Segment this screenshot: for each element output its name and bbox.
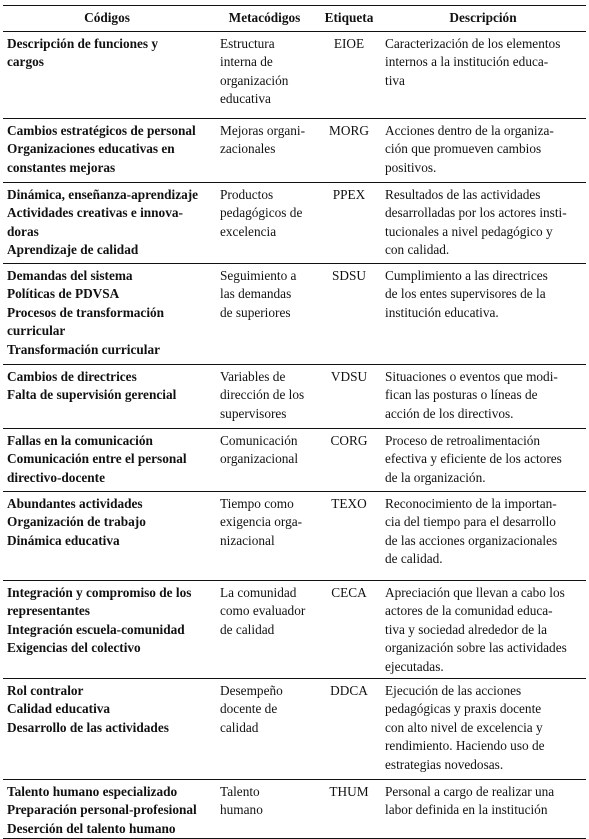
descripcion-cell <box>380 780 586 839</box>
descripcion-cell-line: de las acciones organizacionales <box>385 532 558 548</box>
metacodigos-cell-line: las demandas <box>220 286 292 302</box>
codigos-cell-line: Integración y compromiso de los <box>7 585 192 600</box>
codigos-cell-line: Desarrollo de las actividades <box>7 719 169 735</box>
codigos-cell-line: Talento humano especializado <box>7 784 178 799</box>
descripcion-cell-line: estrategias novedosas. <box>385 756 504 772</box>
metacodigos-cell <box>211 492 318 581</box>
table-row <box>3 780 586 839</box>
table-row <box>3 581 586 679</box>
descripcion-cell-line: Resultados de las actividades <box>385 187 541 202</box>
codigos-cell-line: Cambios estratégicos de personal <box>7 123 196 138</box>
etiqueta-cell: CECA <box>318 581 380 679</box>
codigos-cell-line: Comunicación entre el personal <box>7 451 187 467</box>
descripcion-cell <box>380 32 586 119</box>
descripcion-cell-line: con alto nivel de excelencia y <box>385 719 543 735</box>
metacodigos-cell-line: excelencia <box>220 223 277 239</box>
metacodigos-cell-line: Tiempo como <box>220 496 294 511</box>
table-row <box>3 183 586 264</box>
etiqueta-cell: PPEX <box>318 183 380 264</box>
descripcion-cell <box>380 119 586 183</box>
descripcion-cell-line: internos a la institución educa- <box>385 54 549 70</box>
codigos-cell-line: Cambios de directrices <box>7 369 137 384</box>
codigos-cell <box>3 264 211 365</box>
metacodigos-cell <box>211 264 318 365</box>
descripcion-cell-line: de la organización. <box>385 469 486 485</box>
etiqueta-cell: VDSU <box>318 365 380 429</box>
header-row <box>3 6 586 32</box>
metacodigos-cell <box>211 32 318 119</box>
header-codigos: Códigos <box>3 6 211 32</box>
metacodigos-cell <box>211 429 318 492</box>
descripcion-cell-line: Apreciación que llevan a cabo los <box>385 585 565 600</box>
codigos-cell-line: Descripción de funciones y <box>7 36 159 51</box>
metacodigos-cell-line: zacionales <box>220 141 276 157</box>
codigos-cell-line: Rol contralor <box>7 683 84 698</box>
metacodigos-cell-line: de superiores <box>220 304 291 320</box>
codigos-cell-line: Políticas de PDVSA <box>7 286 120 302</box>
descripcion-cell-line: pedagógicas y praxis docente <box>385 701 542 717</box>
descripcion-cell-line: Reconocimiento de la importan- <box>385 496 557 511</box>
descripcion-cell-line: de los entes supervisores de la <box>385 286 546 302</box>
descripcion-cell <box>380 183 586 264</box>
metacodigos-cell-line: docente de <box>220 701 278 717</box>
descripcion-cell-line: tucionales a nivel pedagógico y <box>385 223 553 239</box>
metacodigos-cell-line: supervisores <box>220 405 287 421</box>
descripcion-cell-line: Situaciones o eventos que modi- <box>385 369 558 384</box>
codigos-cell <box>3 581 211 679</box>
descripcion-cell-line: organización sobre las actividades <box>385 640 567 656</box>
metacodigos-cell-line: Seguimiento a <box>220 268 297 283</box>
etiqueta-cell: THUM <box>318 780 380 839</box>
descripcion-cell-line: Personal a cargo de realizar una <box>385 784 555 799</box>
metacodigos-cell <box>211 581 318 679</box>
codigos-cell-line: curricular <box>7 323 66 339</box>
codigos-cell <box>3 780 211 839</box>
codigos-cell <box>3 679 211 780</box>
codigos-cell-line: Abundantes actividades <box>7 496 143 511</box>
metacodigos-cell-line: interna de <box>220 54 273 70</box>
descripcion-cell-line: efectiva y eficiente de los actores <box>385 451 562 467</box>
codigos-cell-line: Actividades creativas e innova- <box>7 205 183 221</box>
descripcion-cell-line: tiva y sociedad alrededor de la <box>385 621 548 637</box>
codigos-cell-line: constantes mejoras <box>7 159 116 175</box>
codigos-cell-line: Dinámica educativa <box>7 532 120 548</box>
codigos-cell <box>3 119 211 183</box>
etiqueta-cell: MORG <box>318 119 380 183</box>
codigos-cell <box>3 183 211 264</box>
metacodigos-cell <box>211 365 318 429</box>
metacodigos-cell-line: organización <box>220 72 289 88</box>
descripcion-cell-line: ejecutadas. <box>385 658 444 674</box>
descripcion-cell-line: Caracterización de los elementos <box>385 36 561 51</box>
metacodigos-cell-line: nizacional <box>220 532 275 548</box>
metacodigos-cell-line: como evaluador <box>220 603 306 619</box>
codigos-cell-line: cargos <box>7 54 44 70</box>
codigos-cell <box>3 32 211 119</box>
metacodigos-cell <box>211 780 318 839</box>
descripcion-cell-line: Proceso de retroalimentación <box>385 433 541 448</box>
metacodigos-cell-line: Estructura <box>220 36 275 51</box>
codigos-cell-line: Integración escuela-comunidad <box>7 621 185 637</box>
etiqueta-cell: TEXO <box>318 492 380 581</box>
codigos-cell-line: Preparación personal-profesional <box>7 802 197 818</box>
descripcion-cell-line: labor definida en la institución <box>385 802 548 818</box>
codigos-cell-line: Demandas del sistema <box>7 268 133 283</box>
codigos-cell-line: Calidad educativa <box>7 701 111 717</box>
descripcion-cell-line: Ejecución de las acciones <box>385 683 522 698</box>
metacodigos-cell-line: La comunidad <box>220 585 297 600</box>
table-row <box>3 119 586 183</box>
codigos-cell-line: doras <box>7 223 39 239</box>
metacodigos-cell-line: calidad <box>220 719 259 735</box>
metacodigos-cell-line: organizacional <box>220 451 299 467</box>
descripcion-cell-line: rendimiento. Haciendo uso de <box>385 738 545 754</box>
codigos-cell-line: Falta de supervisión gerencial <box>7 387 177 403</box>
metacodigos-cell-line: Talento <box>220 784 260 799</box>
codigos-cell <box>3 429 211 492</box>
codigos-cell <box>3 492 211 581</box>
metacodigos-cell-line: Desempeño <box>220 683 283 698</box>
table-row <box>3 679 586 780</box>
header-metacodigos: Metacódigos <box>211 6 318 32</box>
codigos-cell-line: Deserción del talento humano <box>7 820 176 836</box>
table-row <box>3 429 586 492</box>
metacodigos-cell-line: humano <box>220 802 263 818</box>
descripcion-cell-line: acción de los directivos. <box>385 405 514 421</box>
codigos-cell-line: Aprendizaje de calidad <box>7 242 139 258</box>
descripcion-cell <box>380 429 586 492</box>
metacodigos-cell-line: Comunicación <box>220 433 298 448</box>
metacodigos-cell-line: Mejoras organi- <box>220 123 306 138</box>
metacodigos-cell-line: exigencia orga- <box>220 514 303 530</box>
metacodigos-cell-line: de calidad <box>220 621 275 637</box>
descripcion-cell <box>380 581 586 679</box>
table-row <box>3 492 586 581</box>
codigos-cell-line: Dinámica, enseñanza-aprendizaje <box>7 187 199 202</box>
codigos-cell-line: Transformación curricular <box>7 341 161 357</box>
codigos-cell-line: Exigencias del colectivo <box>7 640 141 656</box>
etiqueta-cell: EIOE <box>318 32 380 119</box>
codigos-cell-line: directivo-docente <box>7 469 105 485</box>
descripcion-cell-line: cia del tiempo para el desarrollo <box>385 514 556 530</box>
table-row <box>3 365 586 429</box>
metacodigos-cell-line: Variables de <box>220 369 286 384</box>
metacodigos-cell-line: pedagógicos de <box>220 205 303 221</box>
descripcion-cell-line: Cumplimiento a las directrices <box>385 268 548 283</box>
header-etiqueta: Etiqueta <box>318 6 380 32</box>
codes-table <box>3 5 586 839</box>
descripcion-cell-line: desarrolladas por los actores insti- <box>385 205 567 221</box>
table-row <box>3 264 586 365</box>
codigos-cell-line: representantes <box>7 603 90 619</box>
descripcion-cell-line: positivos. <box>385 159 437 175</box>
etiqueta-cell: SDSU <box>318 264 380 365</box>
descripcion-cell-line: institución educativa. <box>385 304 499 320</box>
descripcion-cell <box>380 492 586 581</box>
header-descripcion: Descripción <box>380 6 586 32</box>
table-row <box>3 32 586 119</box>
metacodigos-cell <box>211 119 318 183</box>
descripcion-cell <box>380 679 586 780</box>
codigos-cell <box>3 365 211 429</box>
codigos-cell-line: Fallas en la comunicación <box>7 433 153 448</box>
metacodigos-cell-line: educativa <box>220 91 271 107</box>
etiqueta-cell: CORG <box>318 429 380 492</box>
descripcion-cell-line: de calidad. <box>385 551 443 567</box>
metacodigos-cell <box>211 183 318 264</box>
metacodigos-cell <box>211 679 318 780</box>
descripcion-cell-line: tiva <box>385 72 405 88</box>
table-body <box>3 32 586 839</box>
descripcion-cell <box>380 264 586 365</box>
descripcion-cell <box>380 365 586 429</box>
descripcion-cell-line: fican las posturas o líneas de <box>385 387 538 403</box>
etiqueta-cell: DDCA <box>318 679 380 780</box>
descripcion-cell-line: actores de la comunidad educa- <box>385 603 553 619</box>
metacodigos-cell-line: dirección de los <box>220 387 305 403</box>
codigos-cell-line: Procesos de transformación <box>7 304 165 320</box>
descripcion-cell-line: ción que promueven cambios <box>385 141 542 157</box>
metacodigos-cell-line: Productos <box>220 187 274 202</box>
codigos-cell-line: Organizaciones educativas en <box>7 141 175 157</box>
descripcion-cell-line: con calidad. <box>385 242 450 258</box>
descripcion-cell-line: Acciones dentro de la organiza- <box>385 123 554 138</box>
codigos-cell-line: Organización de trabajo <box>7 514 146 530</box>
